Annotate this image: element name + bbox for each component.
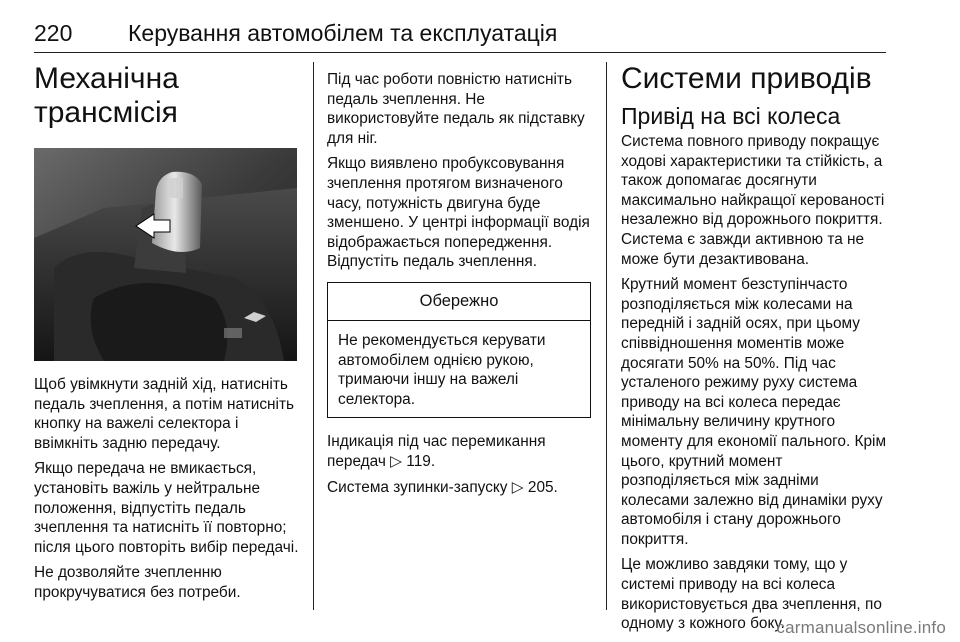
page-number: 220 [34, 20, 73, 46]
column-2 [327, 70, 591, 503]
section-title-drive-systems: Системи приводів [621, 62, 872, 95]
caution-title: Обережно [328, 283, 590, 321]
section-title-manual-transmission: Механічна трансмісія [34, 62, 179, 129]
paragraph-clutch-slip: Не дозволяйте зчепленню прокручуватися без потреби. [34, 564, 241, 601]
paragraph-awd-intro: Система повного приводу покращує ходові характеристики та стійкість, а також допомагає досягнути максимально найкращої керованості незалежно від дорожнього покриття. Система є завжди активною та не може бути дезактивована. [621, 133, 885, 268]
gear-shift-lever-photo [34, 148, 297, 361]
page-header [34, 12, 886, 53]
column-3 [621, 62, 891, 640]
caution-body [328, 321, 590, 417]
paragraph-reverse-gear: Щоб увімкнути задній хід, натисніть педаль зчеплення, а потім натисніть кнопку на важелі селектора і ввімкніть задню передачу. [34, 376, 295, 452]
running-title: Керування автомобілем та експлуатація [128, 20, 558, 46]
paragraph-stop-start-ref: Система зупинки-запуску ▷ 205. [327, 478, 558, 496]
paragraph-gear-not-engaging: Якщо передача не вмикається, установіть важіль у нейтральне положення, відпустіть педаль зчеплення та натисніть її повторно; після цього повторіть вибір передачі. [34, 460, 299, 556]
paragraph-two-clutches: Це можливо завдяки тому, що у системі приводу на всі колеса використовується два зчеплення, по одному з кожного боку. [621, 556, 882, 633]
column-1 [34, 62, 299, 609]
watermark: carmanualsonline.info [776, 618, 946, 637]
caution-text: Не рекомендується керувати автомобілем однією рукою, тримаючи іншу на важелі селектора. [338, 331, 546, 408]
paragraph-clutch-slip-warning: Якщо виявлено пробуксовування зчеплення протягом визначеного часу, потужність двигуна буде зменшено. У центрі інформації водія відображається попередження. Відпустіть педаль зчеплення. [327, 155, 590, 271]
paragraph-torque-distribution: Крутний момент безступінчасто розподіляється між колесами на передній і задній осях, при цьому співвідношення моментів може досягати 50% на 50%. Під час усталеного режиму руху система приводу на всі колеса передає мінімальну величину крутного моменту для економії пального. Крім цього, крутний момент розподіляється між задніми колесами залежно від динаміки руху автомобіля і стану дорожнього покриття. [621, 276, 887, 548]
caution-box [327, 282, 591, 418]
column-divider-right [606, 62, 607, 610]
subsection-title-all-wheel-drive: Привід на всі колеса [621, 103, 841, 129]
paragraph-clutch-pedal: Під час роботи повністю натисніть педаль зчеплення. Не використовуйте педаль як підставку для ніг. [327, 71, 585, 147]
paragraph-shift-indication-ref: Індикація під час перемикання передач ▷ 119. [327, 433, 546, 470]
column-divider-left [313, 62, 314, 610]
